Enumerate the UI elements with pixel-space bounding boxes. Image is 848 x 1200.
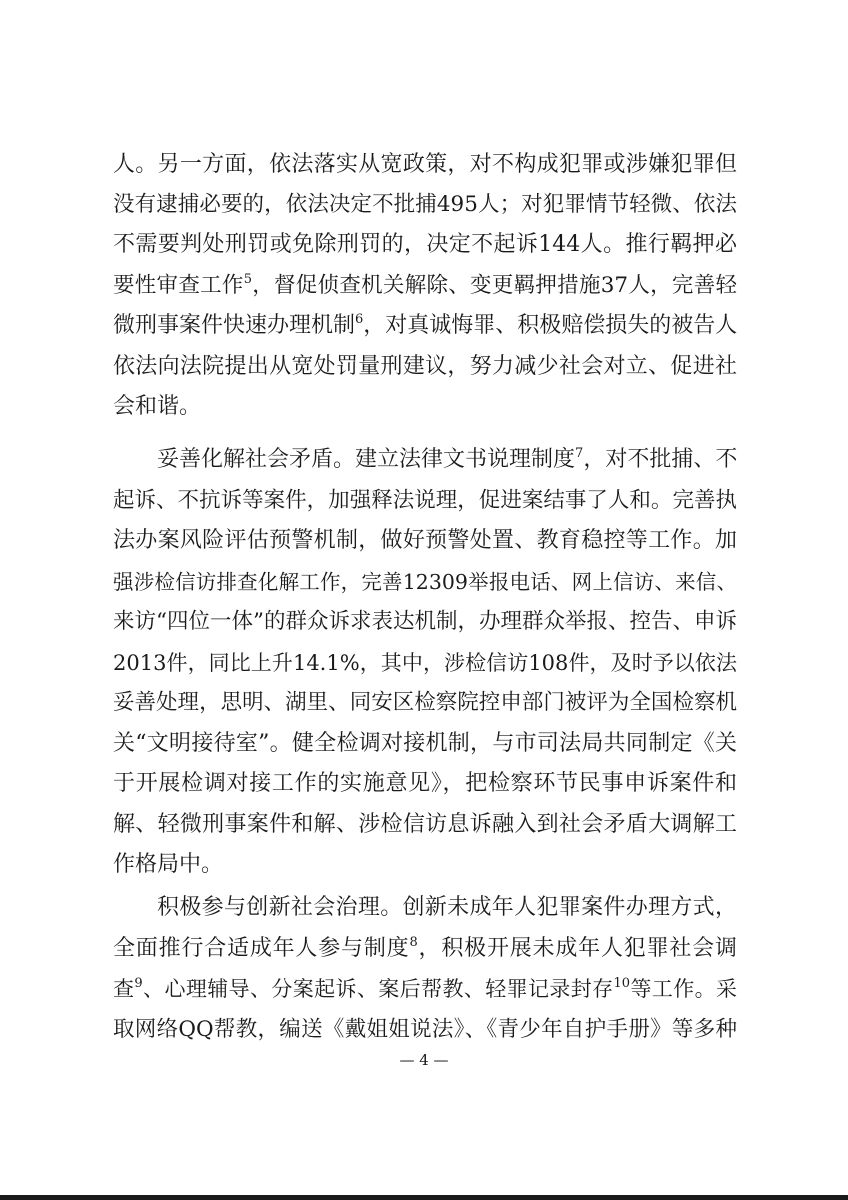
p1-line-7: 会和谐。 — [113, 394, 202, 419]
p3-line-2-text-a: 全面推行合适成年人参与制度 — [113, 936, 410, 961]
page-number: — 4 — — [399, 1051, 449, 1069]
p1-line-5-text-b: ，对真诚悔罪、积极赔偿损失的被告人 — [363, 313, 738, 338]
p1-line-2: 没有逮捕必要的，依法决定不批捕495人；对犯罪情节轻微、依法 — [113, 192, 737, 217]
p2-line-6: 2013件，同比上升14.1%，其中，涉检信访108件，及时予以依法 — [113, 651, 737, 675]
p1-line-4-text-b: ，督促侦查机关解除、变更羁押措施37人，完善轻 — [251, 273, 737, 298]
p2-line-1-text-b: ，对不批捕、不 — [583, 447, 738, 472]
p3-line-2-text-b: ，积极开展未成年人犯罪社会调 — [417, 936, 737, 961]
p1-line-5-text-a: 微刑事案件快速办理机制 — [113, 313, 356, 338]
footnote-ref-9: 9 — [134, 976, 143, 991]
p2-line-1 — [157, 440, 737, 480]
footnote-ref-8: 8 — [409, 935, 418, 950]
p1-line-3: 不需要判处刑罚或免除刑罚的，决定不起诉144人。推行羁押必 — [113, 232, 737, 257]
p2-heading: 妥善化解社会矛盾。 — [157, 447, 356, 472]
p3-heading: 积极参与创新社会治理。 — [157, 895, 403, 920]
p1-line-1: 人。另一方面，依法落实从宽政策，对不构成犯罪或涉嫌犯罪但 — [113, 152, 737, 177]
p3-line-2 — [113, 929, 737, 969]
p1-line-6: 依法向法院提出从宽处罚量刑建议，努力减少社会对立、促进社 — [113, 354, 737, 379]
p1-line-4 — [113, 266, 737, 306]
p3-line-3-text-a: 查 — [113, 977, 135, 1001]
p2-line-10: 解、轻微刑事案件和解、涉检信访息诉融入到社会矛盾大调解工 — [113, 812, 737, 837]
p3-line-3-text-c: 等工作。采 — [630, 977, 738, 1001]
p2-line-9: 于开展检调对接工作的实施意见》，把检察环节民事申诉案件和 — [113, 771, 737, 796]
p2-line-5: 来访“四位一体”的群众诉求表达机制，办理群众举报、控告、申诉 — [113, 609, 737, 634]
p1-line-4-text-a: 要性审查工作 — [113, 273, 244, 298]
p2-line-2: 起诉、不抗诉等案件，加强释法说理，促进案结事了人和。完善执 — [113, 488, 737, 513]
p2-line-7: 妥善处理，思明、湖里、同安区检察院控申部门被评为全国检察机 — [113, 690, 737, 715]
p3-line-3 — [113, 969, 737, 1009]
p3-line-1 — [157, 888, 737, 928]
footnote-ref-5: 5 — [243, 272, 252, 287]
bottom-edge-rule — [0, 1195, 848, 1200]
p2-line-3: 法办案风险评估预警机制，做好预警处置、教育稳控等工作。加 — [113, 528, 737, 553]
p3-line-4: 取网络QQ帮教，编送《戴姐姐说法》、《青少年自护手册》等多种 — [113, 1017, 737, 1042]
p2-line-4: 强涉检信访排查化解工作，完善12309举报电话、网上信访、来信、 — [113, 570, 737, 594]
p2-line-8: 关“文明接待室”。健全检调对接机制，与市司法局共同制定《关 — [113, 731, 737, 756]
p2-line-11: 作格局中。 — [113, 852, 224, 877]
p3-line-1-text: 创新未成年人犯罪案件办理方式， — [402, 895, 737, 920]
p1-line-5 — [113, 306, 737, 346]
footnote-ref-10: 10 — [613, 976, 631, 991]
footnote-ref-6: 6 — [355, 312, 364, 327]
p3-line-3-text-b: 、心理辅导、分案起诉、案后帮教、轻罪记录封存 — [142, 977, 614, 1001]
footnote-ref-7: 7 — [575, 446, 584, 461]
p2-line-1-text-a: 建立法律文书说理制度 — [355, 447, 576, 472]
